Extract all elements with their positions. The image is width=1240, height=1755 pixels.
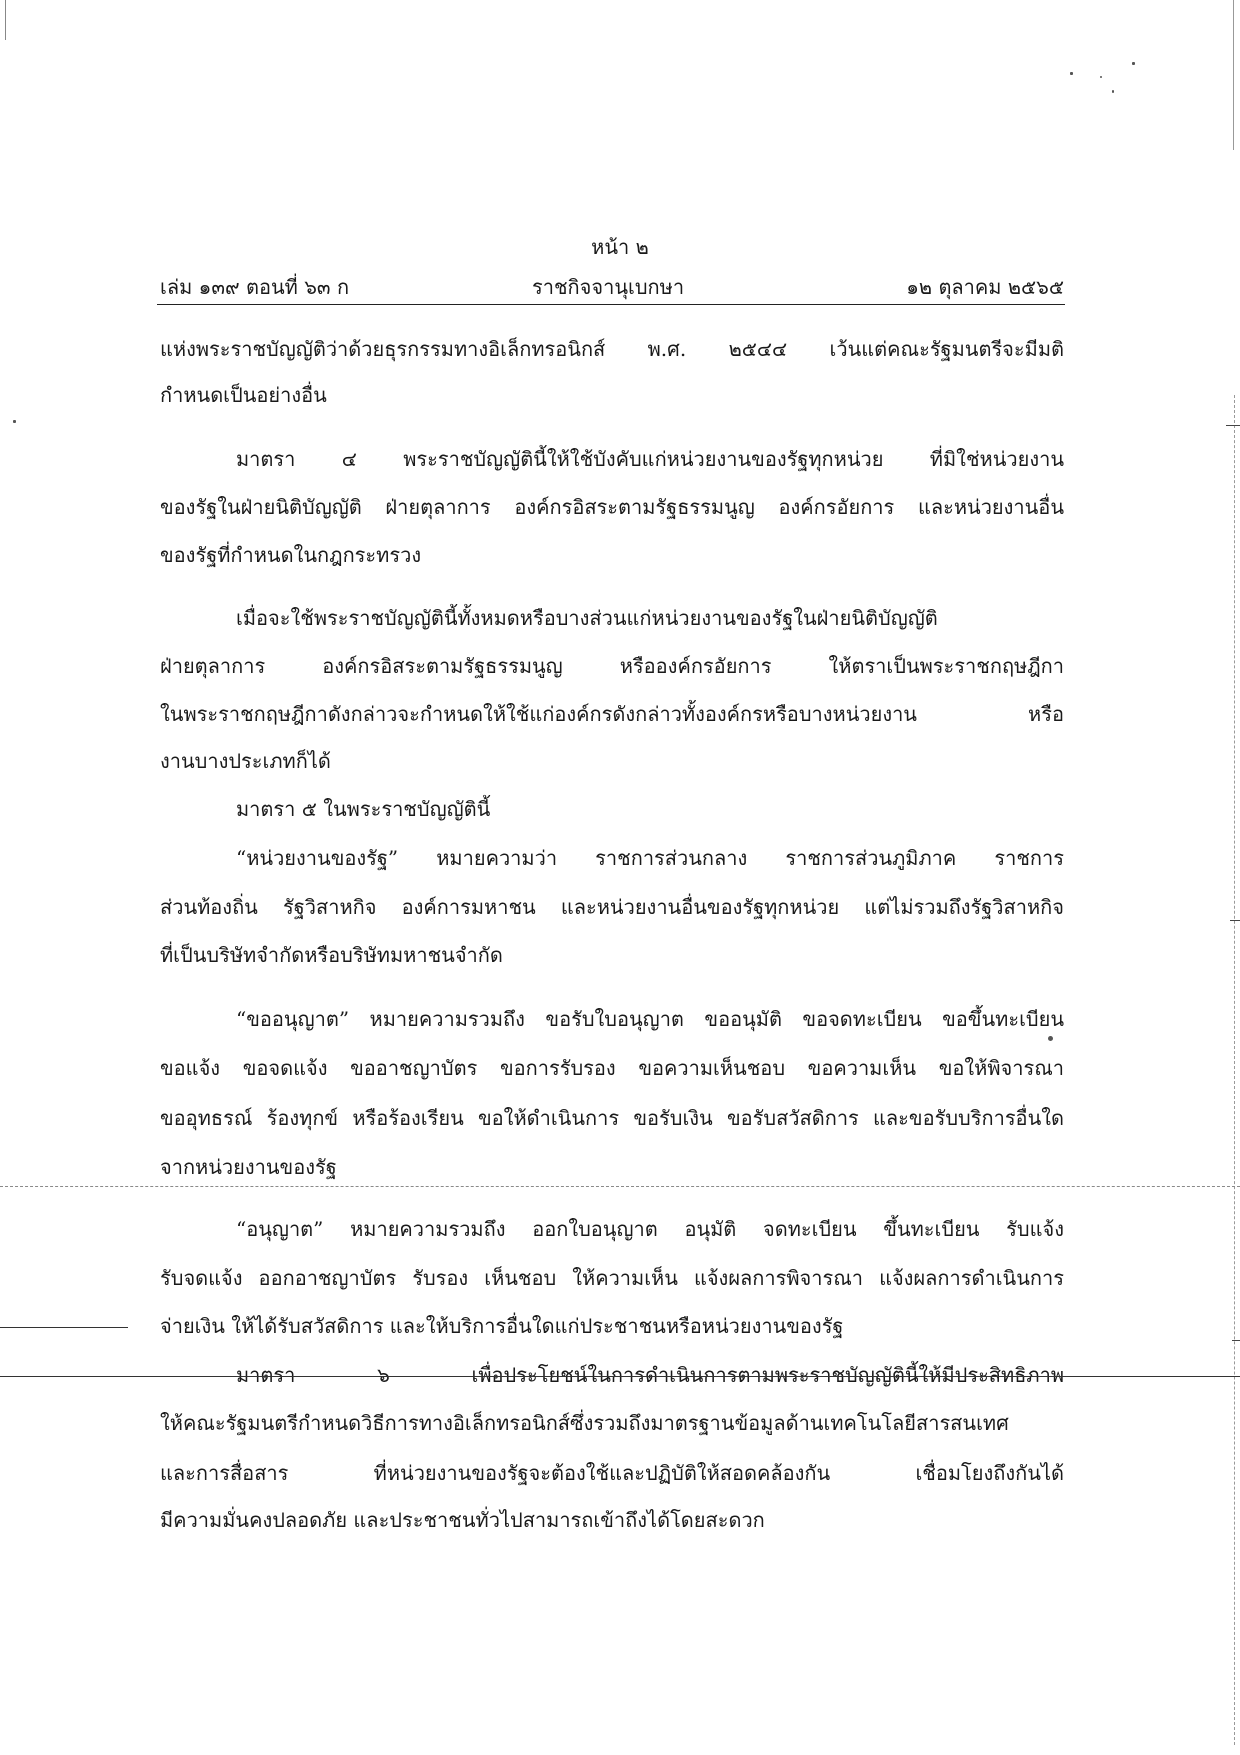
body-line: และการสื่อสาร ที่หน่วยงานของรัฐจะต้องใช้และปฏิบัติให้สอดคล้องกัน เชื่อมโยงถึงกันได้: [160, 1461, 1064, 1485]
definition-request-permission: “ขออนุญาต” หมายความรวมถึง ขอรับใบอนุญาต ขออนุมัติ ขอจดทะเบียน ขอขึ้นทะเบียน: [236, 1007, 1064, 1031]
scan-edge-line-right-top: [1233, 0, 1234, 150]
body-line: ของรัฐในฝ่ายนิติบัญญัติ ฝ่ายตุลาการ องค์กรอิสระตามรัฐธรรมนูญ องค์กรอัยการ และหน่วยงานอื่น: [160, 495, 1064, 519]
body-line: รับจดแจ้ง ออกอาชญาบัตร รับรอง เห็นชอบ ให้ความเห็น แจ้งผลการพิจารณา แจ้งผลการดำเนินการ: [160, 1266, 1064, 1290]
volume-issue: เล่ม ๑๓๙ ตอนที่ ๖๓ ก: [160, 275, 350, 299]
scan-speck: [1132, 62, 1135, 65]
scan-edge-line-left: [5, 0, 6, 40]
scan-stroke-line: [0, 1327, 128, 1328]
scan-tick-right-2: [1230, 920, 1240, 921]
body-line: ฝ่ายตุลาการ องค์กรอิสระตามรัฐธรรมนูญ หรือองค์กรอัยการ ให้ตราเป็นพระราชกฤษฎีกา: [160, 654, 1064, 678]
scan-speck: [1100, 76, 1102, 78]
header-rule: [157, 304, 1065, 305]
scan-speck: [1070, 72, 1073, 75]
definition-permission: “อนุญาต” หมายความรวมถึง ออกใบอนุญาต อนุมัติ จดทะเบียน ขึ้นทะเบียน รับแจ้ง: [236, 1217, 1064, 1241]
section-5-heading-line: มาตรา ๕ ในพระราชบัญญัตินี้: [236, 797, 491, 821]
definition-state-agency: “หน่วยงานของรัฐ” หมายความว่า ราชการส่วนกลาง ราชการส่วนภูมิภาค ราชการ: [236, 846, 1064, 870]
body-line: เมื่อจะใช้พระราชบัญญัตินี้ทั้งหมดหรือบางส่วนแก่หน่วยงานของรัฐในฝ่ายนิติบัญญัติ: [236, 606, 938, 630]
scan-fold-line: [0, 1186, 1240, 1187]
body-line: แห่งพระราชบัญญัติว่าด้วยธุรกรรมทางอิเล็กทรอนิกส์ พ.ศ. ๒๕๔๔ เว้นแต่คณะรัฐมนตรีจะมีมติ: [160, 337, 1064, 361]
body-line: กำหนดเป็นอย่างอื่น: [160, 383, 327, 407]
section-4-heading-line: มาตรา ๔ พระราชบัญญัตินี้ให้ใช้บังคับแก่หน่วยงานของรัฐทุกหน่วย ที่มิใช่หน่วยงาน: [236, 447, 1064, 471]
scan-speck: [1112, 90, 1114, 93]
scan-edge-line-right: [1234, 395, 1235, 1745]
body-line: ขอแจ้ง ขอจดแจ้ง ขออาชญาบัตร ขอการรับรอง ขอความเห็นชอบ ขอความเห็น ขอให้พิจารณา: [160, 1056, 1064, 1080]
page-number: หน้า ๒: [591, 235, 649, 259]
body-line: ที่เป็นบริษัทจำกัดหรือบริษัทมหาชนจำกัด: [160, 943, 503, 967]
body-line: ของรัฐที่กำหนดในกฎกระทรวง: [160, 543, 422, 567]
scan-speck: [13, 420, 16, 423]
body-line: จ่ายเงิน ให้ได้รับสวัสดิการ และให้บริการอื่นใดแก่ประชาชนหรือหน่วยงานของรัฐ: [160, 1314, 844, 1338]
body-line: ขออุทธรณ์ ร้องทุกข์ หรือร้องเรียน ขอให้ดำเนินการ ขอรับเงิน ขอรับสวัสดิการ และขอรับบริการอื่นใด: [160, 1106, 1064, 1130]
scan-tick-right-3: [1232, 1340, 1240, 1341]
gazette-name: ราชกิจจานุเบกษา: [532, 275, 685, 299]
body-line: ในพระราชกฤษฎีกาดังกล่าวจะกำหนดให้ใช้แก่องค์กรดังกล่าวทั้งองค์กรหรือบางหน่วยงาน หรือ: [160, 702, 1064, 726]
body-line: ส่วนท้องถิ่น รัฐวิสาหกิจ องค์การมหาชน และหน่วยงานอื่นของรัฐทุกหน่วย แต่ไม่รวมถึงรัฐวิสาหกิจ: [160, 895, 1064, 919]
gazette-header: [160, 271, 1064, 301]
scan-strike-line: [0, 1376, 1240, 1377]
body-line: งานบางประเภทก็ได้: [160, 749, 331, 773]
section-6-heading-line: มาตรา ๖ เพื่อประโยชน์ในการดำเนินการตามพระราชบัญญัตินี้ให้มีประสิทธิภาพ: [236, 1363, 1064, 1387]
scan-tick-right-1: [1226, 425, 1240, 426]
scan-speck: [1048, 1036, 1053, 1041]
body-line: มีความมั่นคงปลอดภัย และประชาชนทั่วไปสามารถเข้าถึงได้โดยสะดวก: [160, 1508, 765, 1532]
body-line: ให้คณะรัฐมนตรีกำหนดวิธีการทางอิเล็กทรอนิกส์ซึ่งรวมถึงมาตรฐานข้อมูลด้านเทคโนโลยีสารสนเทศ: [160, 1411, 1009, 1435]
body-line: จากหน่วยงานของรัฐ: [160, 1155, 337, 1179]
publication-date: ๑๒ ตุลาคม ๒๕๖๕: [906, 275, 1064, 299]
